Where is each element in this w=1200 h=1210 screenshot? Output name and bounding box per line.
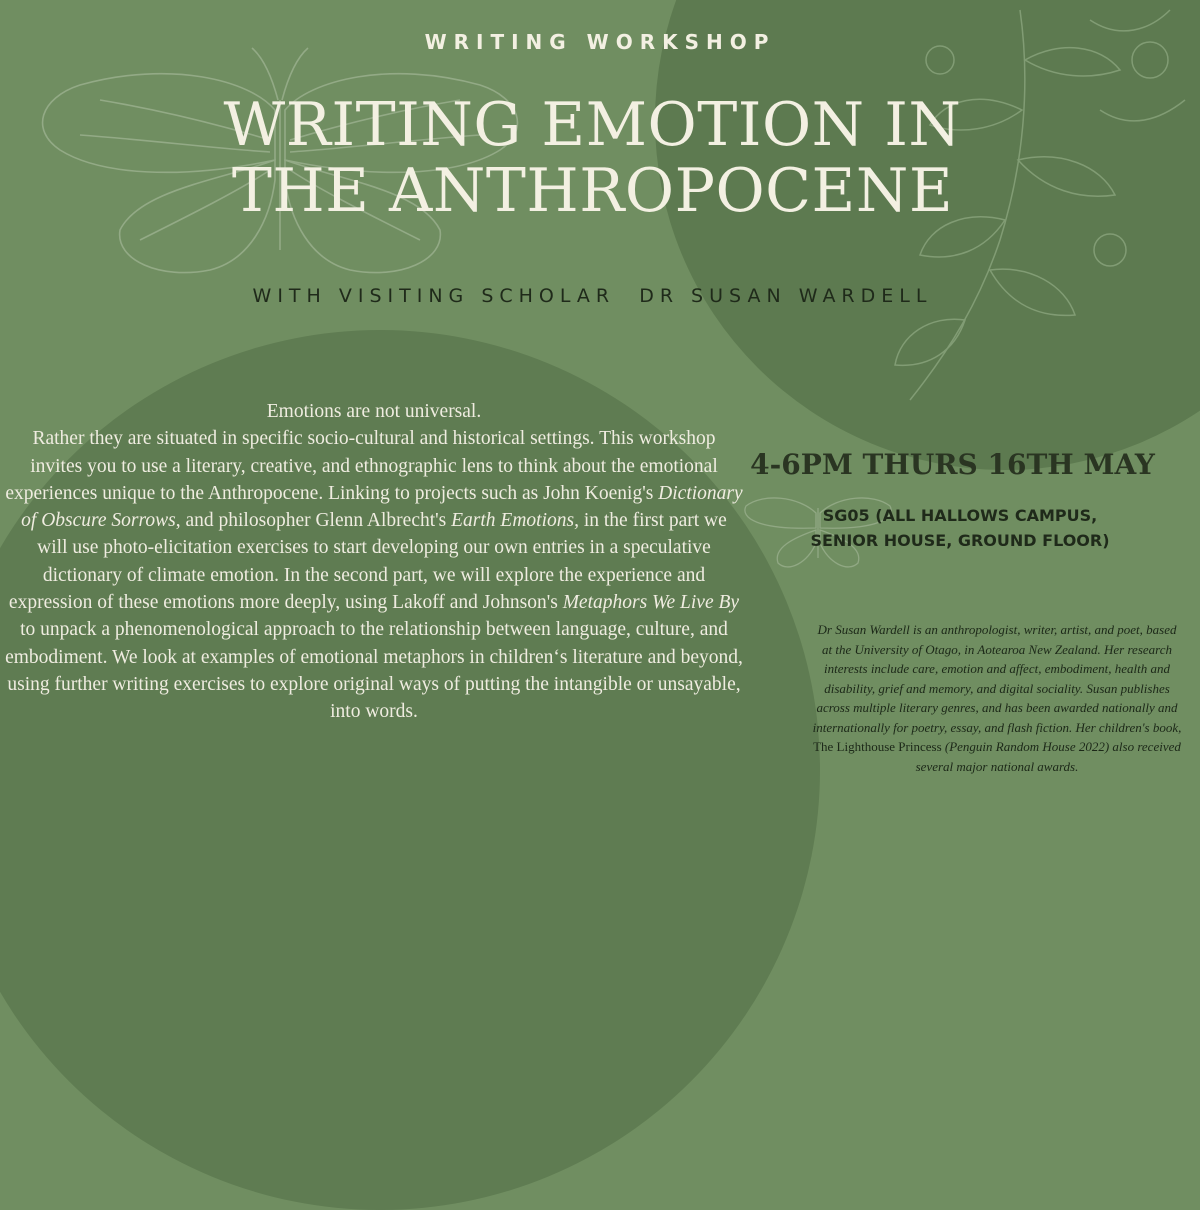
book-title-metaphors: Metaphors We Live By	[562, 592, 740, 614]
book-title-obscure-sorrows: Dictionary of Obscure Sorrows	[21, 482, 743, 532]
speaker-bio	[812, 620, 1182, 776]
event-time: 4-6PM THURS 16TH MAY	[750, 448, 1155, 481]
workshop-description	[5, 398, 743, 726]
event-title	[0, 92, 1185, 224]
workshop-kicker: WRITING WORKSHOP	[424, 30, 776, 54]
description-text-2: , and philosopher Glenn Albrecht's	[175, 510, 452, 532]
location-line-1: SG05 (ALL HALLOWS CAMPUS,	[822, 506, 1098, 525]
bio-text-2: (Penguin Random House 2022) also received several major national awards.	[915, 739, 1181, 774]
description-text-3: in the first part we will use photo-elicitation exercises to start developing our own entries in a speculative dictionary of climate emotion. In the second part, we will explore the experience and expression of these emotions more deeply, using Lakoff and Johnson's	[8, 510, 727, 614]
location-line-2: SENIOR HOUSE, GROUND FLOOR)	[810, 531, 1110, 550]
description-opening: Emotions are not universal.	[266, 401, 482, 422]
bio-text-1: Dr Susan Wardell is an anthropologist, writer, artist, and poet, based at the University of Otago, in Aotearoa New Zealand. Her research interests include care, emotion and affect, embodiment, health and disability, grief and memory, and digital sociality. Susan publishes across multiple literary genres, and has been awarded nationally and internationally for poetry, essay, and flash fiction. Her children's book,	[812, 622, 1182, 735]
title-line-1: WRITING EMOTION IN	[223, 90, 962, 160]
book-title-earth-emotions: Earth Emotions,	[451, 510, 579, 532]
scholar-byline: WITH VISITING SCHOLAR DR SUSAN WARDELL	[252, 285, 933, 307]
description-text-1: Rather they are situated in specific socio-cultural and historical settings. This workshop invites you to use a literary, creative, and ethnographic lens to think about the emotional experiences unique to the Anthropocene. Linking to projects such as John Koenig's	[5, 428, 718, 504]
event-location	[760, 503, 1160, 553]
title-line-2: THE ANTHROPOCENE	[231, 156, 954, 226]
description-body	[5, 425, 743, 725]
bio-book-title: The Lighthouse Princess	[813, 739, 942, 754]
description-text-4: to unpack a phenomenological approach to the relationship between language, culture, and embodiment. We look at examples of emotional metaphors in children‘s literature and beyond, using further writing exercises to explore original ways of putting the intangible or unsayable, into words.	[5, 619, 743, 723]
